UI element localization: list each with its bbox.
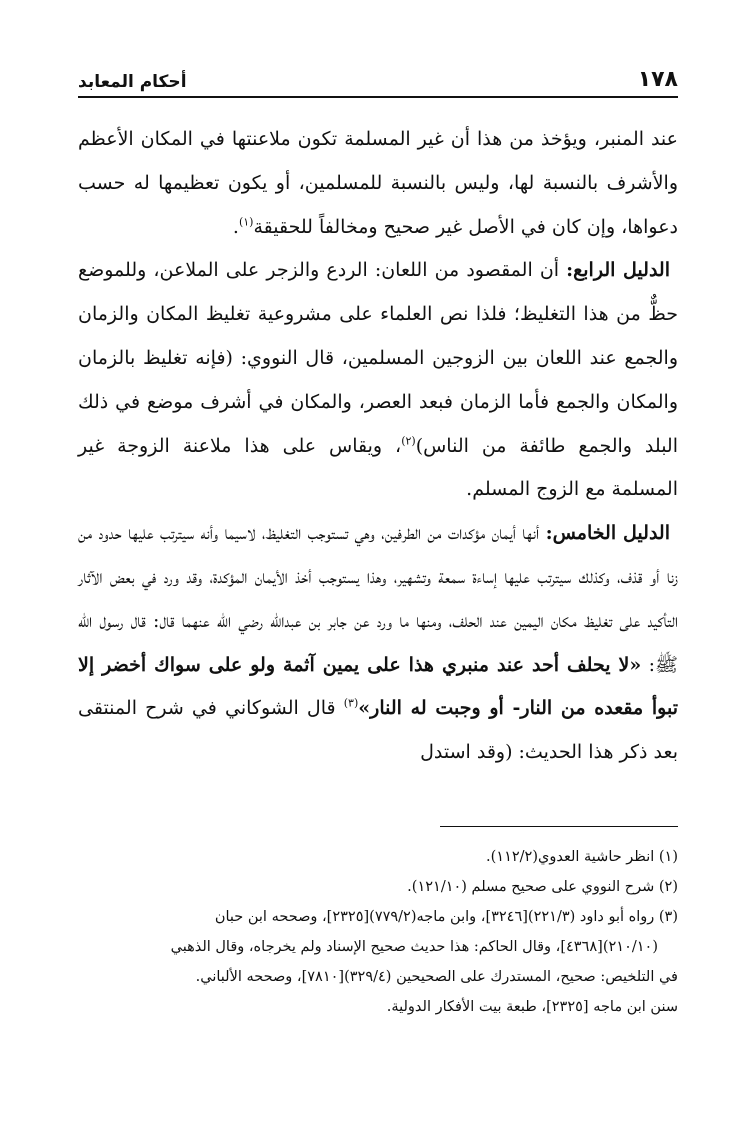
footnote-3-line-4: سنن ابن ماجه [٢٣٢٥]، طبعة بيت الأفكار الدولية. [386, 999, 678, 1015]
evidence-4-heading: الدليل الرابع: [566, 259, 671, 282]
evidence-5-heading: الدليل الخامس: [545, 522, 670, 545]
paragraph-2-text-b: ، ويقاس على هذا ملاعنة الزوجة غير المسلمة مع الزوج المسلم. [78, 434, 678, 501]
footnote-2: (٢) شرح النووي على صحيح مسلم (١٢١/١٠). [407, 879, 678, 895]
page-number: ١٧٨ [637, 67, 678, 92]
paragraph-1 [78, 118, 678, 249]
paragraph-1-end: . [232, 215, 239, 238]
paragraph-3 [78, 512, 678, 775]
paragraph-3-text-b: قال الشوكاني في شرح المنتقى بعد ذكر هذا الحديث: (وقد استدل [78, 697, 678, 764]
footnote-3-line-1: (٣) رواه أبو داود (٢٢١/٣)[٣٢٤٦]، وابن ماجه(٧٧٩/٢)[٢٣٢٥]، وصححه ابن حبان [214, 909, 678, 925]
footnote-ref-3: (٣) [343, 697, 359, 711]
footnote-ref-2: (٢) [401, 434, 416, 448]
paragraph-2 [78, 249, 678, 512]
running-title: أحكام المعابد [78, 72, 187, 92]
hadith-quote: «لا يحلف أحد عند منبري هذا على يمين آثمة ولو على سواك أخضر إلا تبوأ مقعده من النار- أو وجبت له النار» [78, 653, 678, 720]
paragraph-2-text-a: أن المقصود من اللعان: الردع والزجر على الملاعن، وللموضع حظٌّ من هذا التغليظ؛ فلذا نص العلماء على مشروعية تغليظ المكان والزمان والجمع عند اللعان بين الزوجين المسلمين، قال النووي: (فإنه تغليظ بالزمان والمكان والجمع فأما الزمان فبعد العصر، والمكان في أشرف موضع في ذلك البلد والجمع طائفة من الناس) [78, 259, 678, 457]
footnote-3-line-2: (٢١٠/١٠)[٤٣٦٨]، وقال الحاكم: هذا حديث صحيح الإسناد ولم يخرجاه، وقال الذهبي [170, 939, 658, 955]
footnotes [78, 842, 678, 1022]
footnote-3-line-3: في التلخيص: صحيح، المستدرك على الصحيحين (٣٢٩/٤)[٧٨١٠]، وصححه الألباني. [195, 969, 678, 985]
paragraph-1-text: عند المنبر، ويؤخذ من هذا أن غير المسلمة تكون ملاعنتها في المكان الأعظم والأشرف بالنسبة لها، وليس بالنسبة للمسلمين، أو يكون تعظيمها له حسب دعواها، وإن كان في الأصل غير صحيح ومخالفاً للحقيقة [78, 128, 678, 238]
page-header [78, 60, 678, 98]
footnote-1: (١) انظر حاشية العدوي(١١٢/٢). [486, 849, 678, 865]
footnote-ref-1: (١) [238, 215, 254, 229]
paragraph-3-text-a: أنها أيمان مؤكدات من الطرفين، وهي تستوجب التغليظ، لاسيما وأنه سيترتب عليها حدود من زنا أو قذف، وكذلك سيترتب عليها إساءة سمعة وتشهير، وهذا يستوجب أخذ الأيمان المؤكدة، وقد ورد في بعض الآثار التأكيد على تغليظ مكان اليمين عند الحلف، ومنها ما ورد عن جابر بن عبدالله رضي الله عنهما قال: قال رسول الله ﷺ: [78, 522, 678, 676]
main-text [78, 118, 678, 775]
footnote-separator [440, 826, 678, 827]
